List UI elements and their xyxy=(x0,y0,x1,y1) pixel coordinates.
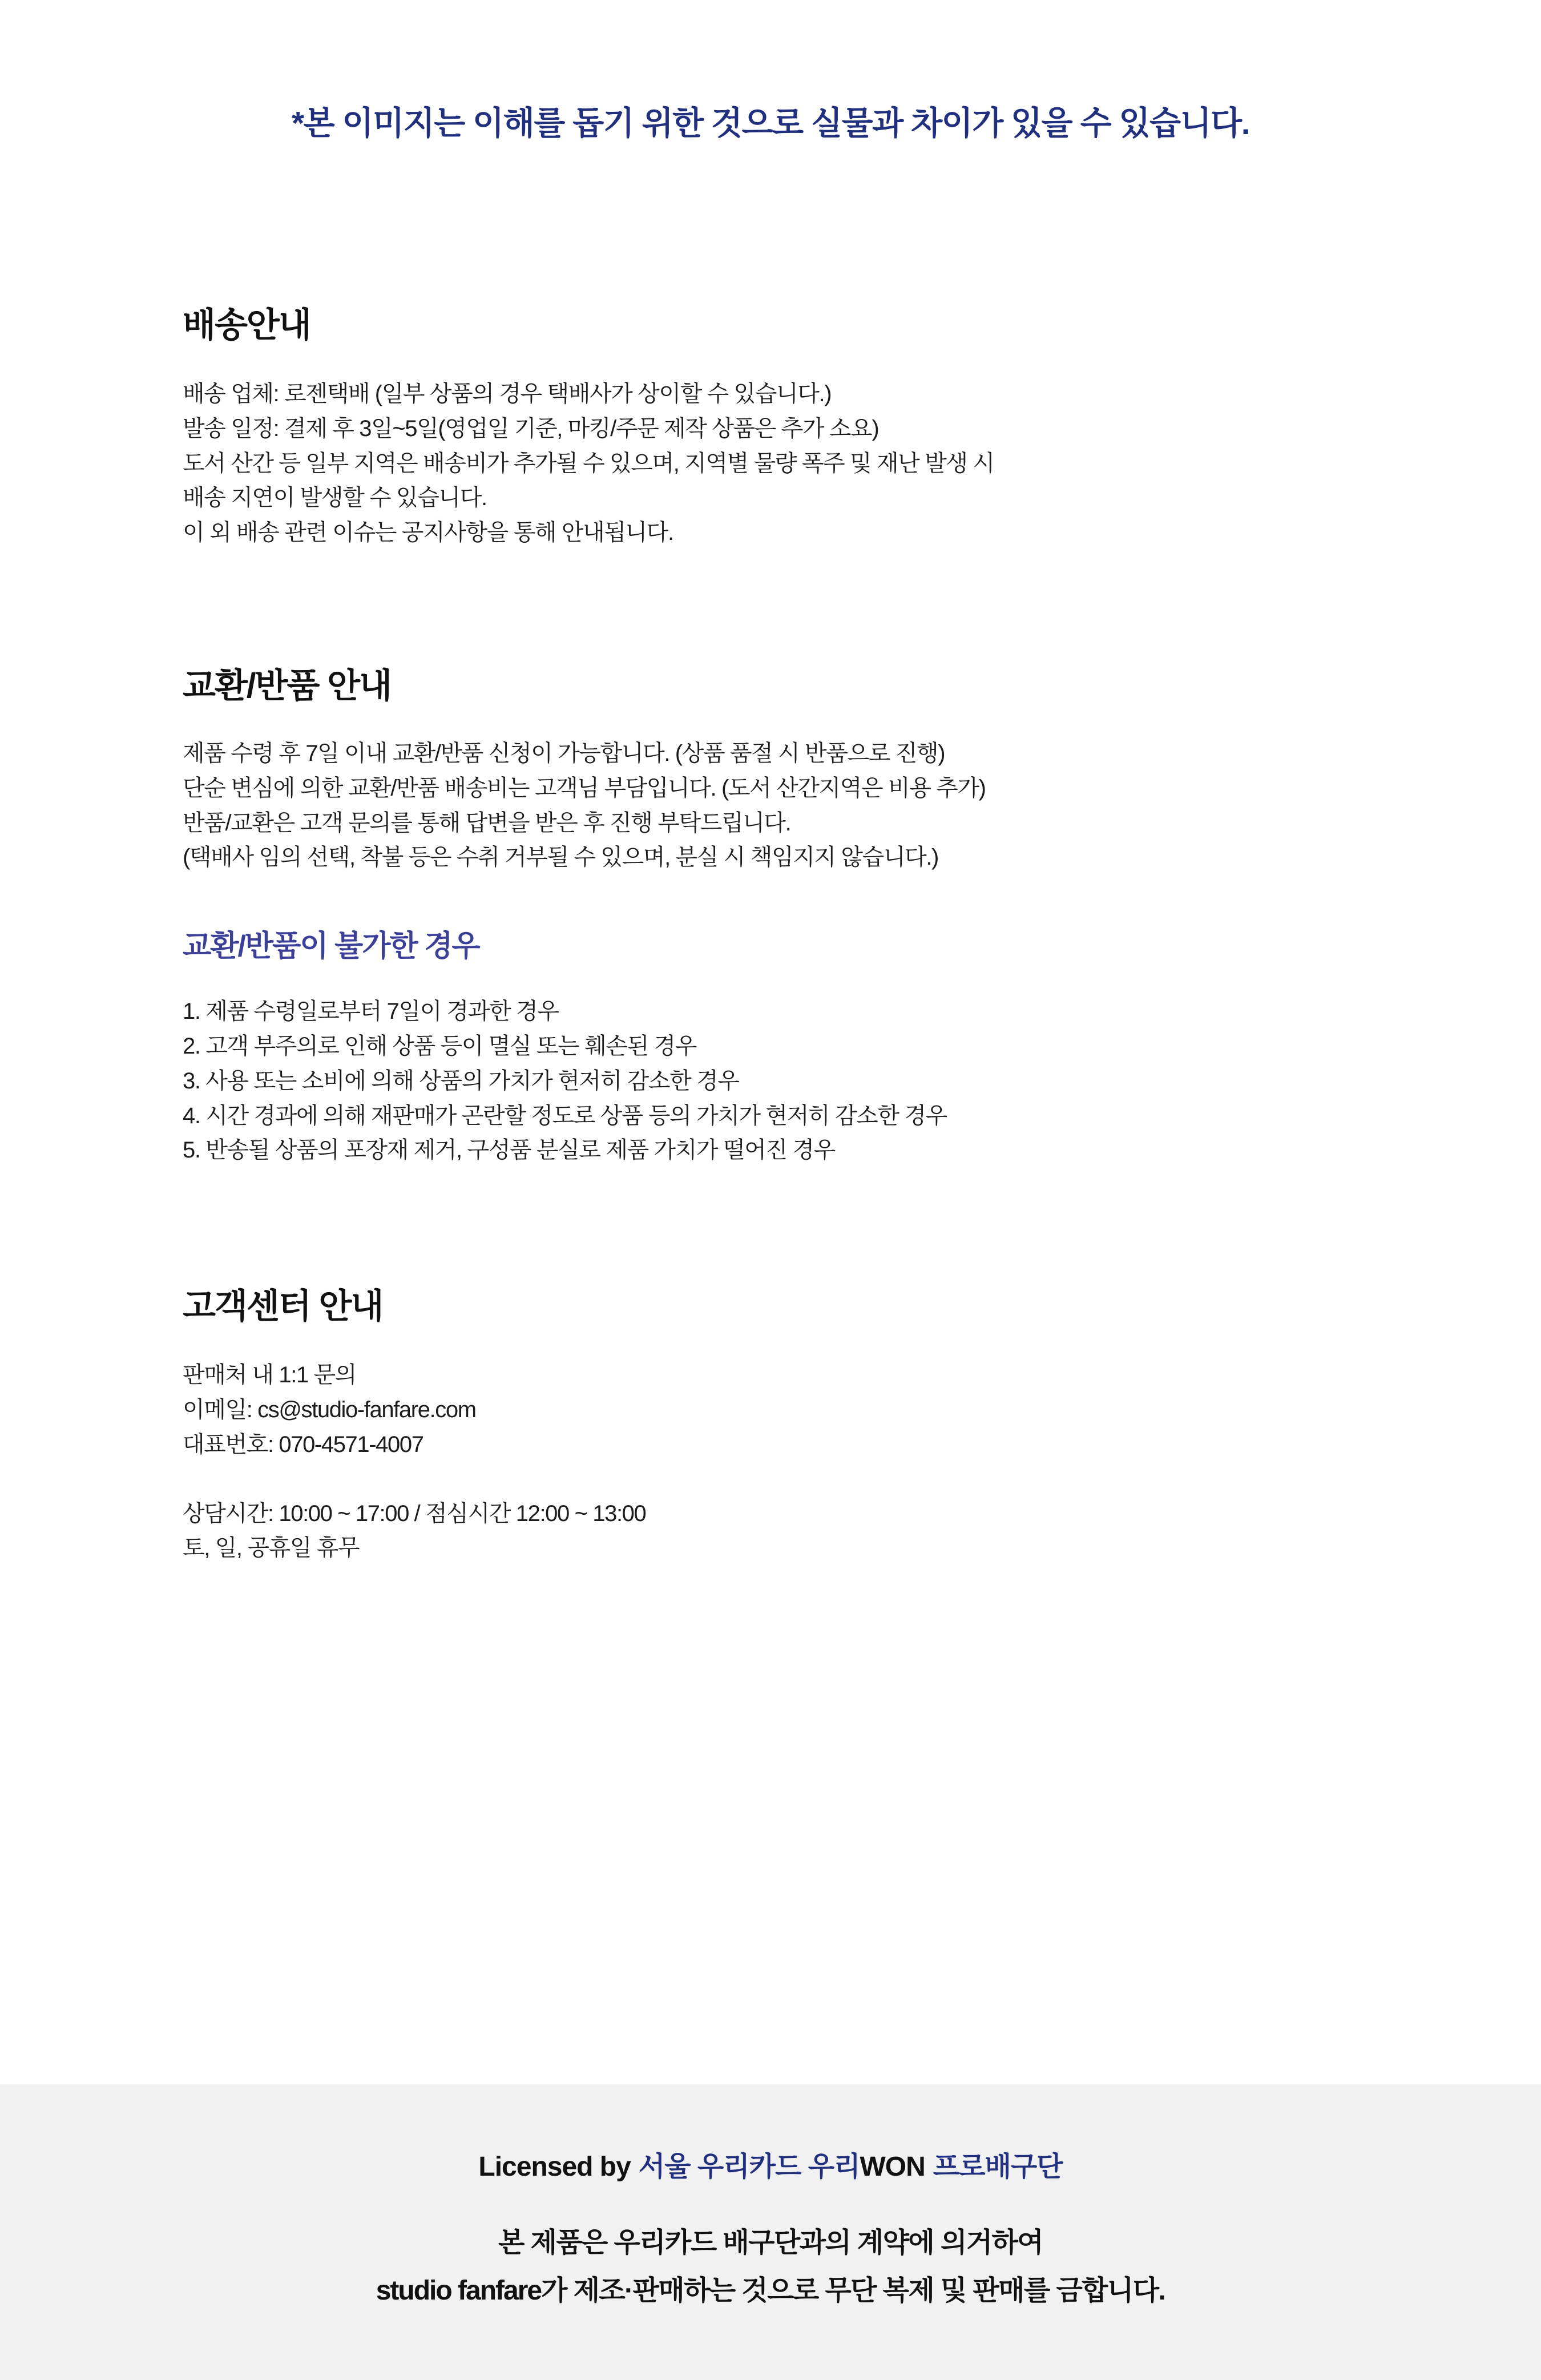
shipping-line: 도서 산간 등 일부 지역은 배송비가 추가될 수 있으며, 지역별 물량 폭주 및 재난 발생 시 xyxy=(183,450,994,476)
shipping-line: 배송 업체: 로젠택배 (일부 상품의 경우 택배사가 상이할 수 있습니다.) xyxy=(183,381,832,406)
customer-center-hours xyxy=(183,1496,1370,1566)
license-won: WON xyxy=(860,2152,925,2182)
exchange-line: 단순 변심에 의한 교환/반품 배송비는 고객님 부담입니다. (도서 산간지역은 비용 추가) xyxy=(183,775,986,801)
footer-copyright xyxy=(0,2222,1541,2312)
customer-center-email: 이메일: cs@studio-fanfare.com xyxy=(183,1397,476,1422)
section-customer-center xyxy=(183,1279,1370,1566)
license-suffix: 프로배구단 xyxy=(933,2152,1063,2182)
non-refundable-line: 2. 고객 부주의로 인해 상품 등이 멸실 또는 훼손된 경우 xyxy=(183,1033,697,1059)
exchange-line: 제품 수령 후 7일 이내 교환/반품 신청이 가능합니다. (상품 품절 시 반품으로 진행) xyxy=(183,740,945,766)
license-team: 서울 우리카드 우리 xyxy=(638,2152,860,2182)
non-refundable-line: 4. 시간 경과에 의해 재판매가 곤란할 정도로 상품 등의 가치가 현저히 감소한 경우 xyxy=(183,1103,947,1128)
shipping-body xyxy=(183,377,1370,550)
customer-center-phone: 대표번호: 070-4571-4007 xyxy=(183,1431,423,1457)
customer-center-title: 고객센터 안내 xyxy=(183,1287,383,1326)
non-refundable-line: 3. 사용 또는 소비에 의해 상품의 가치가 현저히 감소한 경우 xyxy=(183,1068,739,1094)
customer-center-body xyxy=(183,1358,1370,1462)
customer-center-line: 판매처 내 1:1 문의 xyxy=(183,1362,356,1388)
brand-name: studio fanfare xyxy=(376,2276,542,2306)
non-refundable-body xyxy=(183,994,1370,1168)
shipping-title: 배송안내 xyxy=(183,306,310,344)
footer-copyright-line2 xyxy=(0,2270,1541,2312)
customer-center-holiday-line: 토, 일, 공휴일 휴무 xyxy=(183,1535,360,1561)
image-disclaimer-notice: *본 이미지는 이해를 돕기 위한 것으로 실물과 차이가 있을 수 있습니다. xyxy=(291,105,1250,142)
non-refundable-line: 5. 반송될 상품의 포장재 제거, 구성품 분실로 제품 가치가 떨어진 경우 xyxy=(183,1137,835,1163)
shipping-line: 발송 일정: 결제 후 3일~5일(영업일 기준, 마킹/주문 제작 상품은 추가 소요) xyxy=(183,416,879,441)
footer-copyright-line2-rest: 가 제조·판매하는 것으로 무단 복제 및 판매를 금합니다. xyxy=(541,2276,1165,2306)
content-area xyxy=(0,144,1541,2084)
exchange-title: 교환/반품 안내 xyxy=(183,666,392,705)
non-refundable-title: 교환/반품이 불가한 경우 xyxy=(183,930,479,963)
footer xyxy=(0,2084,1541,2380)
non-refundable-line: 1. 제품 수령일로부터 7일이 경과한 경우 xyxy=(183,999,559,1024)
shipping-line: 배송 지연이 발생할 수 있습니다. xyxy=(183,485,487,511)
shipping-line: 이 외 배송 관련 이슈는 공지사항을 통해 안내됩니다. xyxy=(183,520,673,546)
customer-center-hours-line: 상담시간: 10:00 ~ 17:00 / 점심시간 12:00 ~ 13:00 xyxy=(183,1500,646,1526)
footer-license-line xyxy=(0,2144,1541,2184)
bottom-spacer xyxy=(183,1566,1370,1665)
exchange-body xyxy=(183,736,1370,875)
section-shipping xyxy=(183,298,1370,550)
section-exchange xyxy=(183,659,1370,1168)
footer-copyright-line1: 본 제품은 우리카드 배구단과의 계약에 의거하여 xyxy=(498,2228,1043,2258)
license-prefix: Licensed by xyxy=(478,2152,631,2182)
exchange-line: 반품/교환은 고객 문의를 통해 답변을 받은 후 진행 부탁드립니다. xyxy=(183,810,791,836)
exchange-line: (택배사 임의 선택, 착불 등은 수취 거부될 수 있으며, 분실 시 책임지지 않습니다.) xyxy=(183,845,938,870)
